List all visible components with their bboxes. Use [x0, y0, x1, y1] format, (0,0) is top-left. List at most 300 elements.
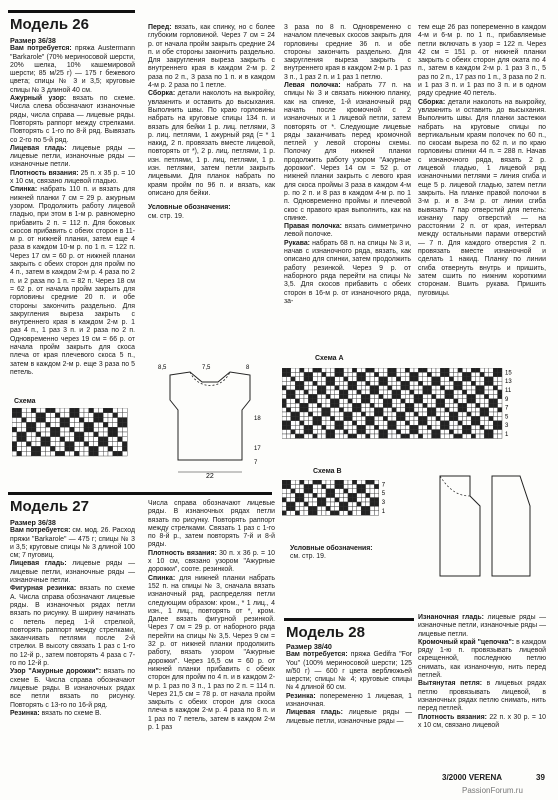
- chart-cell: [370, 412, 374, 416]
- chart-cell: [335, 506, 339, 510]
- chart-cell: [326, 434, 330, 438]
- chart-cell: [118, 408, 123, 413]
- chart-cell: [41, 451, 46, 456]
- chart-cell: [122, 437, 127, 442]
- chart-cell: [344, 368, 348, 372]
- chart-cell: [26, 451, 31, 456]
- chart-cell: [322, 502, 326, 506]
- chart-cell: [286, 489, 290, 493]
- label: Плотность вязания:: [10, 169, 79, 177]
- chart-cell: [41, 422, 46, 427]
- chart-cell: [410, 390, 414, 394]
- chart-cell: [113, 427, 118, 432]
- chart-cell: [357, 511, 361, 515]
- chart-cell: [300, 390, 304, 394]
- chart-cell: [348, 489, 352, 493]
- chart-cell: [339, 412, 343, 416]
- chart-cell: [405, 381, 409, 385]
- chart-cell: [335, 399, 339, 403]
- chart-cell: [60, 451, 65, 456]
- chart-cell: [295, 498, 299, 502]
- chart-cell: [36, 408, 41, 413]
- chart-cell: [374, 372, 378, 376]
- chart-cell: [335, 408, 339, 412]
- chart-cell: [348, 498, 352, 502]
- chart-cell: [361, 506, 365, 510]
- chart-cell: [440, 430, 444, 434]
- scheme-b-label: Схема В: [313, 468, 342, 475]
- chart-cell: [322, 434, 326, 438]
- chart-cell: [60, 437, 65, 442]
- chart-cell: [436, 403, 440, 407]
- chart-cell: [454, 416, 458, 420]
- chart-cell: [432, 377, 436, 381]
- chart-cell: [414, 403, 418, 407]
- chart-cell: [480, 381, 484, 385]
- chart-cell: [493, 425, 497, 429]
- chart-cell: [352, 502, 356, 506]
- chart-cell: [122, 408, 127, 413]
- chart-cell: [304, 430, 308, 434]
- chart-cell: [313, 381, 317, 385]
- chart-cell: [484, 434, 488, 438]
- chart-cell: [480, 412, 484, 416]
- chart-cell: [493, 430, 497, 434]
- chart-cell: [414, 408, 418, 412]
- chart-cell: [414, 434, 418, 438]
- chart-cell: [432, 416, 436, 420]
- chart-cell: [467, 390, 471, 394]
- chart-cell: [467, 368, 471, 372]
- model-27-title: Модель 27: [10, 498, 89, 515]
- chart-cell: [489, 390, 493, 394]
- chart-cell: [405, 386, 409, 390]
- chart-cell: [418, 416, 422, 420]
- chart-cell: [291, 425, 295, 429]
- chart-cell: [74, 413, 79, 418]
- chart-cell: [374, 498, 378, 502]
- chart-cell: [370, 403, 374, 407]
- chart-cell: [317, 502, 321, 506]
- chart-cell: [330, 386, 334, 390]
- chart-cell: [300, 412, 304, 416]
- chart-cell: [357, 386, 361, 390]
- chart-cell: [103, 418, 108, 423]
- chart-cell: [282, 480, 286, 484]
- chart-cell: [79, 432, 84, 437]
- chart-cell: [113, 408, 118, 413]
- chart-cell: [449, 394, 453, 398]
- chart-cell: [445, 425, 449, 429]
- text: в лицевых рядах петлю провязывать лицевой, в изнаночных рядах петлю снимать, нить перед петлей.: [418, 680, 546, 713]
- chart-cell: [383, 386, 387, 390]
- chart-cell: [427, 430, 431, 434]
- chart-cell: [286, 484, 290, 488]
- chart-cell: [392, 390, 396, 394]
- chart-cell: [313, 416, 317, 420]
- chart-cell: [352, 434, 356, 438]
- chart-cell: [70, 432, 75, 437]
- chart-cell: [291, 408, 295, 412]
- chart-cell: [467, 399, 471, 403]
- chart-cell: [423, 390, 427, 394]
- chart-cell: [286, 408, 290, 412]
- chart-cell: [113, 451, 118, 456]
- chart-cell: [335, 421, 339, 425]
- chart-cell: [418, 377, 422, 381]
- chart-cell: [50, 437, 55, 442]
- text: см. мод. 26. Расход пряжи "Barkarole" — 475 г; спицы № 3 и 3,5; круговые спицы № 3 длиной 100 см; 7 пуговиц.: [10, 527, 135, 560]
- chart-cell: [493, 408, 497, 412]
- chart-cell: [379, 390, 383, 394]
- chart-cell: [282, 408, 286, 412]
- chart-cell: [330, 430, 334, 434]
- chart-cell: [423, 403, 427, 407]
- chart-cell: [489, 394, 493, 398]
- chart-cell: [423, 394, 427, 398]
- chart-cell: [374, 381, 378, 385]
- model-26-title: Модель 26: [10, 16, 89, 33]
- chart-cell: [322, 390, 326, 394]
- chart-cell: [17, 442, 22, 447]
- chart-cell: [370, 434, 374, 438]
- chart-cell: [410, 421, 414, 425]
- chart-cell: [339, 408, 343, 412]
- chart-cell: [322, 377, 326, 381]
- chart-cell: [313, 425, 317, 429]
- chart-cell: [427, 390, 431, 394]
- chart-cell: [22, 432, 27, 437]
- chart-cell: [326, 403, 330, 407]
- chart-cell: [348, 425, 352, 429]
- chart-cell: [17, 451, 22, 456]
- chart-cell: [322, 372, 326, 376]
- chart-cell: [432, 386, 436, 390]
- chart-cell: [352, 484, 356, 488]
- chart-cell: [361, 434, 365, 438]
- chart-cell: [410, 381, 414, 385]
- chart-cell: [383, 425, 387, 429]
- chart-cell: [286, 399, 290, 403]
- chart-cell: [357, 421, 361, 425]
- chart-cell: [401, 394, 405, 398]
- chart-cell: [295, 372, 299, 376]
- chart-cell: [379, 394, 383, 398]
- chart-cell: [326, 493, 330, 497]
- chart-cell: [12, 418, 17, 423]
- chart-cell: [89, 408, 94, 413]
- chart-cell: [392, 412, 396, 416]
- model-28-column: [286, 624, 412, 726]
- chart-cell: [498, 430, 502, 434]
- chart-cell: [108, 442, 113, 447]
- chart-cell: [348, 430, 352, 434]
- label: Рукава:: [284, 239, 310, 247]
- column-4: [418, 24, 546, 298]
- chart-cell: [467, 430, 471, 434]
- chart-cell: [317, 403, 321, 407]
- text: Числа справа обозначают лицевые ряды. В изнаночных рядах петли вязать по рисунку. Повторять раппорт между стрелками. Связать 1 раз с 1-го по 8-й р., затем повторять 7-й и 8-й ряды.: [148, 500, 275, 549]
- chart-cell: [344, 381, 348, 385]
- chart-cell: [348, 377, 352, 381]
- chart-cell: [55, 442, 60, 447]
- chart-cell: [498, 372, 502, 376]
- chart-cell: [440, 390, 444, 394]
- chart-cell: [295, 502, 299, 506]
- chart-cell: [313, 480, 317, 484]
- chart-cell: [436, 425, 440, 429]
- text: пряжа Austermann "Barkarole" (70% мериносовой шерсти, 20% шелка, 10% кашемировой шерсти; 85 м/25 г) — 175 г бежевого цвета; спицы № 3 и 3,5; круговые спицы № 3 длиной 40 см.: [10, 45, 135, 94]
- chart-cell: [326, 399, 330, 403]
- chart-cell: [484, 425, 488, 429]
- chart-cell: [476, 372, 480, 376]
- chart-cell: [489, 416, 493, 420]
- chart-cell: [432, 368, 436, 372]
- chart-cell: [392, 368, 396, 372]
- chart-cell: [339, 502, 343, 506]
- chart-cell: [330, 372, 334, 376]
- chart-cell: [348, 502, 352, 506]
- chart-cell: [462, 377, 466, 381]
- chart-cell: [330, 511, 334, 515]
- chart-cell: [313, 399, 317, 403]
- chart-cell: [454, 372, 458, 376]
- chart-cell: [282, 394, 286, 398]
- chart-cell: [348, 408, 352, 412]
- chart-cell: [370, 489, 374, 493]
- chart-cell: [94, 413, 99, 418]
- chart-cell: [388, 416, 392, 420]
- chart-cell: [36, 451, 41, 456]
- chart-cell: [418, 421, 422, 425]
- chart-cell: [467, 381, 471, 385]
- chart-cell: [36, 432, 41, 437]
- chart-cell: [489, 434, 493, 438]
- chart-cell: [432, 381, 436, 385]
- chart-cell: [60, 422, 65, 427]
- chart-cell: [352, 430, 356, 434]
- text: лицевые ряды — лицевые петли, изнаночные ряды — изнаночные петли.: [10, 144, 135, 169]
- text: вязать симметрично левой полочке.: [284, 223, 411, 239]
- chart-cell: [410, 386, 414, 390]
- model-27-column-2: [148, 500, 275, 732]
- chart-cell: [313, 394, 317, 398]
- chart-cell: [462, 430, 466, 434]
- chart-cell: [366, 386, 370, 390]
- chart-cell: [330, 408, 334, 412]
- chart-cell: [50, 427, 55, 432]
- chart-cell: [313, 430, 317, 434]
- chart-cell: [427, 399, 431, 403]
- chart-cell: [493, 386, 497, 390]
- chart-cell: [423, 434, 427, 438]
- chart-cell: [361, 425, 365, 429]
- chart-cell: [22, 418, 27, 423]
- chart-cell: [392, 408, 396, 412]
- chart-cell: [46, 427, 51, 432]
- chart-cell: [361, 386, 365, 390]
- chart-cell: [427, 368, 431, 372]
- chart-cell: [405, 377, 409, 381]
- chart-cell: [308, 399, 312, 403]
- chart-cell: [335, 394, 339, 398]
- chart-cell: [379, 421, 383, 425]
- chart-cell: [74, 451, 79, 456]
- chart-cell: [31, 432, 36, 437]
- chart-cell: [26, 446, 31, 451]
- chart-cell: [50, 408, 55, 413]
- chart-cell: [432, 394, 436, 398]
- chart-cell: [357, 502, 361, 506]
- chart-cell: [282, 412, 286, 416]
- chart-cell: [22, 446, 27, 451]
- column-3: [284, 24, 411, 306]
- chart-cell: [300, 434, 304, 438]
- chart-cell: [308, 493, 312, 497]
- chart-cell: [118, 442, 123, 447]
- chart-cell: [458, 403, 462, 407]
- chart-cell: [480, 434, 484, 438]
- chart-cell: [352, 506, 356, 510]
- chart-cell: [366, 372, 370, 376]
- chart-cell: [489, 430, 493, 434]
- chart-cell: [352, 372, 356, 376]
- chart-cell: [493, 434, 497, 438]
- chart-cell: [122, 446, 127, 451]
- chart-cell: [304, 412, 308, 416]
- chart-cell: [317, 412, 321, 416]
- chart-cell: [41, 432, 46, 437]
- chart-cell: [330, 394, 334, 398]
- chart-cell: [300, 377, 304, 381]
- row-number: 9: [505, 396, 509, 403]
- chart-cell: [41, 408, 46, 413]
- legend-text: см. стр. 19.: [148, 212, 184, 220]
- chart-cell: [17, 418, 22, 423]
- chart-cell: [423, 408, 427, 412]
- chart-cell: [471, 425, 475, 429]
- chart-cell: [454, 368, 458, 372]
- chart-cell: [31, 422, 36, 427]
- text: детали наколоть на выкройку, увлажнить и оставить до высыхания. Выполнить швы. По краю горловины набрать на круговые спицы 134 п. и вязать для бейки 1 р. лиц. петлями, 3 р. лиц. петлями, 1 ажурный ряд (= * 1 накид, 2 п. провязать вместе лицевой, повторять от *), 2 р. лиц. петлями, 1 р. изн. петлями, 1 р. лиц. петлями, 1 р. изн. петлями, затем петли закрыть лицевыми. Для планок набрать по краям пройм по 96 п. и вязать, как описано для бейки.: [148, 90, 275, 197]
- chart-cell: [366, 381, 370, 385]
- chart-cell: [489, 412, 493, 416]
- row-number: 13: [505, 379, 512, 386]
- chart-cell: [304, 416, 308, 420]
- chart-cell: [357, 412, 361, 416]
- chart-cell: [84, 437, 89, 442]
- chart-cell: [308, 416, 312, 420]
- chart-cell: [326, 408, 330, 412]
- chart-cell: [449, 390, 453, 394]
- chart-cell: [396, 368, 400, 372]
- chart-cell: [445, 390, 449, 394]
- chart-cell: [493, 403, 497, 407]
- chart-cell: [308, 421, 312, 425]
- chart-cell: [300, 493, 304, 497]
- chart-cell: [94, 418, 99, 423]
- chart-cell: [300, 425, 304, 429]
- chart-cell: [370, 390, 374, 394]
- chart-cell: [361, 399, 365, 403]
- label: Лицевая гладь:: [10, 560, 67, 568]
- chart-cell: [458, 386, 462, 390]
- chart-cell: [493, 421, 497, 425]
- chart-cell: [348, 412, 352, 416]
- chart-cell: [65, 427, 70, 432]
- chart-cell: [291, 368, 295, 372]
- chart-cell: [41, 413, 46, 418]
- chart-cell: [286, 511, 290, 515]
- chart-cell: [300, 399, 304, 403]
- chart-cell: [322, 416, 326, 420]
- chart-cell: [489, 381, 493, 385]
- chart-cell: [498, 416, 502, 420]
- chart-cell: [335, 502, 339, 506]
- chart-cell: [308, 377, 312, 381]
- chart-cell: [17, 427, 22, 432]
- chart-cell: [489, 408, 493, 412]
- chart-cell: [498, 390, 502, 394]
- chart-cell: [449, 377, 453, 381]
- chart-cell: [308, 368, 312, 372]
- chart-cell: [374, 386, 378, 390]
- chart-cell: [480, 403, 484, 407]
- chart-cell: [317, 399, 321, 403]
- chart-cell: [379, 416, 383, 420]
- label: Резинка:: [286, 692, 316, 700]
- chart-cell: [357, 434, 361, 438]
- chart-cell: [122, 418, 127, 423]
- chart-cell: [366, 484, 370, 488]
- chart-cell: [103, 451, 108, 456]
- chart-cell: [484, 377, 488, 381]
- label: Вам потребуется:: [286, 651, 348, 659]
- chart-cell: [344, 372, 348, 376]
- chart-cell: [103, 413, 108, 418]
- chart-cell: [498, 425, 502, 429]
- chart-cell: [74, 408, 79, 413]
- chart-cell: [60, 418, 65, 423]
- chart-cell: [295, 430, 299, 434]
- chart-cell: [286, 368, 290, 372]
- chart-cell: [291, 498, 295, 502]
- chart-cell: [440, 381, 444, 385]
- chart-cell: [374, 399, 378, 403]
- chart-cell: [414, 372, 418, 376]
- chart-cell: [113, 437, 118, 442]
- chart-cell: [366, 394, 370, 398]
- chart-cell: [335, 498, 339, 502]
- chart-cell: [317, 421, 321, 425]
- chart-cell: [322, 480, 326, 484]
- chart-cell: [374, 502, 378, 506]
- label: Фигурная резинка:: [10, 585, 77, 593]
- chart-cell: [379, 399, 383, 403]
- chart-cell: [108, 427, 113, 432]
- chart-cell: [432, 434, 436, 438]
- chart-cell: [65, 451, 70, 456]
- issue-label: 3/2000 VERENA: [442, 773, 503, 782]
- chart-cell: [458, 421, 462, 425]
- chart-cell: [374, 408, 378, 412]
- chart-cell: [79, 408, 84, 413]
- chart-cell: [432, 430, 436, 434]
- chart-cell: [282, 399, 286, 403]
- chart-cell: [366, 408, 370, 412]
- chart-cell: [484, 386, 488, 390]
- chart-cell: [449, 430, 453, 434]
